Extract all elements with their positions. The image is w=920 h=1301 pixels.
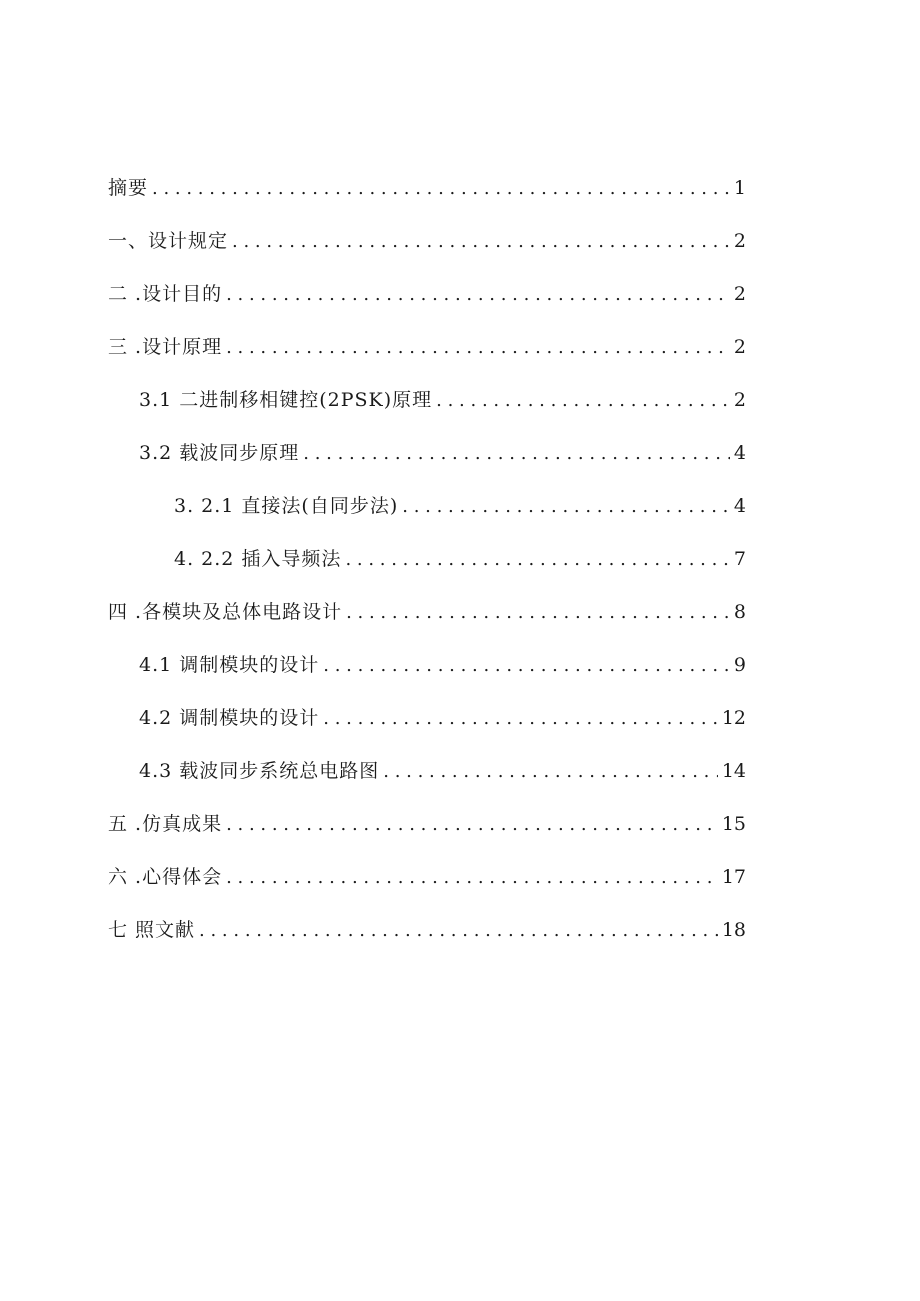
toc-dot-leader [383, 756, 718, 788]
toc-entry-design-requirements[interactable] [108, 225, 746, 278]
toc-entry-title: 4.1 调制模块的设计 [139, 654, 320, 676]
toc-dot-leader [346, 597, 730, 629]
toc-entry-carrier-sync-principle[interactable] [108, 437, 746, 490]
toc-entry-modulation-module-1[interactable] [108, 649, 746, 702]
toc-page-number: 15 [721, 813, 746, 835]
toc-entry-2psk-principle[interactable] [108, 384, 746, 437]
toc-entry-pilot-insertion[interactable] [108, 543, 746, 596]
toc-page-number: 1 [733, 177, 746, 199]
toc-dot-leader [345, 544, 729, 576]
toc-entry-title: 三 .设计原理 [108, 336, 223, 358]
toc-dot-leader [303, 438, 730, 470]
toc-entry-title: 摘要 [108, 177, 149, 199]
toc-dot-leader [436, 385, 730, 417]
toc-entry-design-principle[interactable] [108, 331, 746, 384]
toc-entry-direct-method[interactable] [108, 490, 746, 543]
toc-entry-title: 3.2 载波同步原理 [139, 442, 300, 464]
toc-page-number: 9 [733, 654, 746, 676]
toc-page-number: 14 [721, 760, 746, 782]
toc-page-number: 4 [733, 442, 746, 464]
toc-page-number: 17 [721, 866, 746, 888]
toc-entry-title: 4.2 调制模块的设计 [139, 707, 320, 729]
table-of-contents [108, 172, 746, 967]
toc-dot-leader [232, 226, 730, 258]
toc-page-number: 2 [733, 336, 746, 358]
toc-dot-leader [199, 915, 718, 947]
toc-dot-leader [226, 809, 718, 841]
toc-page-number: 8 [733, 601, 746, 623]
toc-entry-reflections[interactable] [108, 861, 746, 914]
toc-dot-leader [323, 650, 730, 682]
toc-dot-leader [152, 173, 730, 205]
toc-page-number: 2 [733, 283, 746, 305]
toc-entry-title: 3. 2.1 直接法(自同步法) [174, 495, 399, 517]
toc-dot-leader [402, 491, 730, 523]
toc-entry-title: 六 .心得体会 [108, 866, 223, 888]
toc-page-number: 12 [721, 707, 746, 729]
toc-entry-title: 一、设计规定 [108, 230, 229, 252]
toc-entry-title: 4. 2.2 插入导频法 [174, 548, 342, 570]
toc-entry-modulation-module-2[interactable] [108, 702, 746, 755]
toc-entry-title: 五 .仿真成果 [108, 813, 223, 835]
toc-dot-leader [323, 703, 718, 735]
toc-entry-title: 3.1 二进制移相键控(2PSK)原理 [139, 389, 433, 411]
toc-page-number: 18 [721, 919, 746, 941]
toc-page-number: 2 [733, 230, 746, 252]
toc-dot-leader [226, 279, 730, 311]
toc-page-number: 4 [733, 495, 746, 517]
toc-entry-abstract[interactable] [108, 172, 746, 225]
toc-entry-carrier-sync-circuit[interactable] [108, 755, 746, 808]
toc-entry-module-circuit-design[interactable] [108, 596, 746, 649]
toc-entry-title: 四 .各模块及总体电路设计 [108, 601, 343, 623]
toc-entry-design-purpose[interactable] [108, 278, 746, 331]
toc-page-number: 2 [733, 389, 746, 411]
toc-entry-simulation-results[interactable] [108, 808, 746, 861]
toc-page-number: 7 [733, 548, 746, 570]
toc-entry-title: 七 照文献 [108, 919, 196, 941]
toc-dot-leader [226, 862, 718, 894]
toc-entry-title: 4.3 载波同步系统总电路图 [139, 760, 380, 782]
toc-entry-title: 二 .设计目的 [108, 283, 223, 305]
toc-dot-leader [226, 332, 730, 364]
toc-entry-references[interactable] [108, 914, 746, 967]
